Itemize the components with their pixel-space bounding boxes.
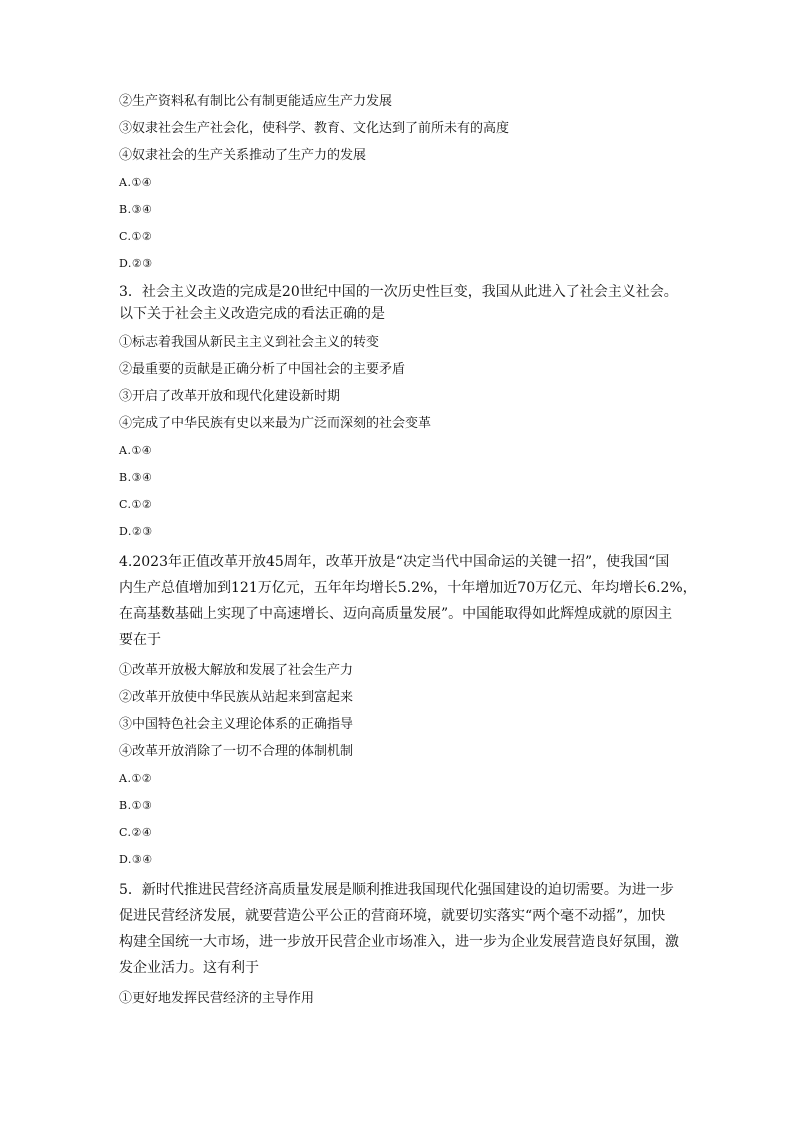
q4-stem — [119, 549, 697, 653]
q2-option-a: A.①④ — [119, 176, 153, 189]
q3-statement-1: ①标志着我国从新民主主义到社会主义的转变 — [119, 335, 380, 350]
q4-option-d: D.③④ — [119, 853, 153, 866]
q3-option-b: B.③④ — [119, 471, 153, 484]
q3-stem-line-2: 以下关于社会主义改造完成的看法正确的是 — [119, 306, 385, 322]
q3-option-a: A.①④ — [119, 444, 153, 457]
q2-statement-3: ③奴隶社会生产社会化，使科学、教育、文化达到了前所未有的高度 — [119, 121, 510, 136]
q5-stem — [119, 877, 679, 981]
q4-statement-1: ①改革开放极大解放和发展了社会生产力 — [119, 663, 354, 678]
q3-statement-3: ③开启了改革开放和现代化建设新时期 — [119, 389, 341, 404]
q2-option-c: C.①② — [119, 230, 153, 243]
q3-stem-line-1: 3．社会主义改造的完成是20世纪中国的一次历史性巨变，我国从此进入了社会主义社会。 — [119, 284, 678, 300]
q2-option-b: B.③④ — [119, 203, 153, 216]
q3-stem — [119, 281, 679, 325]
q5-stem-line-3: 构建全国统一大市场，进一步放开民营企业市场准入，进一步为企业发展营造良好氛围，激 — [119, 934, 679, 950]
q4-stem-line-3: 在高基数基础上实现了中高速增长、迈向高质量发展”。中国能取得如此辉煌成就的原因主 — [119, 606, 673, 622]
q4-statement-4: ④改革开放消除了一切不合理的体制机制 — [119, 744, 354, 759]
q4-option-a: A.①② — [119, 772, 153, 785]
page-content — [119, 92, 697, 1016]
q3-statement-2: ②最重要的贡献是正确分析了中国社会的主要矛盾 — [119, 362, 406, 377]
q3-option-d: D.②③ — [119, 525, 153, 538]
q4-stem-line-1: 4.2023年正值改革开放45周年，改革开放是“决定当代中国命运的关键一招”，使我国“国 — [119, 554, 670, 570]
q5-statement-1: ①更好地发挥民营经济的主导作用 — [119, 991, 315, 1006]
q4-stem-line-2: 内生产总值增加到121万亿元，五年年均增长5.2%，十年增加近70万亿元、年均增长6.2%， — [119, 580, 697, 596]
q4-statement-2: ②改革开放使中华民族从站起来到富起来 — [119, 690, 354, 705]
q5-stem-line-2: 促进民营经济发展，就要营造公平公正的营商环境，就要切实落实“两个毫不动摇”，加快 — [119, 908, 666, 924]
q4-statement-3: ③中国特色社会主义理论体系的正确指导 — [119, 717, 354, 732]
q4-stem-line-4: 要在于 — [119, 632, 161, 648]
q2-statement-4: ④奴隶社会的生产关系推动了生产力的发展 — [119, 148, 367, 163]
q5-stem-line-1: 5．新时代推进民营经济高质量发展是顺利推进我国现代化强国建设的迫切需要。为进一步 — [119, 882, 674, 898]
q4-option-b: B.①③ — [119, 799, 153, 812]
q2-statement-2: ②生产资料私有制比公有制更能适应生产力发展 — [119, 94, 393, 109]
q3-option-c: C.①② — [119, 498, 153, 511]
q3-statement-4: ④完成了中华民族有史以来最为广泛而深刻的社会变革 — [119, 416, 432, 431]
q2-option-d: D.②③ — [119, 257, 153, 270]
q5-stem-line-4: 发企业活力。这有利于 — [119, 960, 259, 976]
q4-option-c: C.②④ — [119, 826, 153, 839]
